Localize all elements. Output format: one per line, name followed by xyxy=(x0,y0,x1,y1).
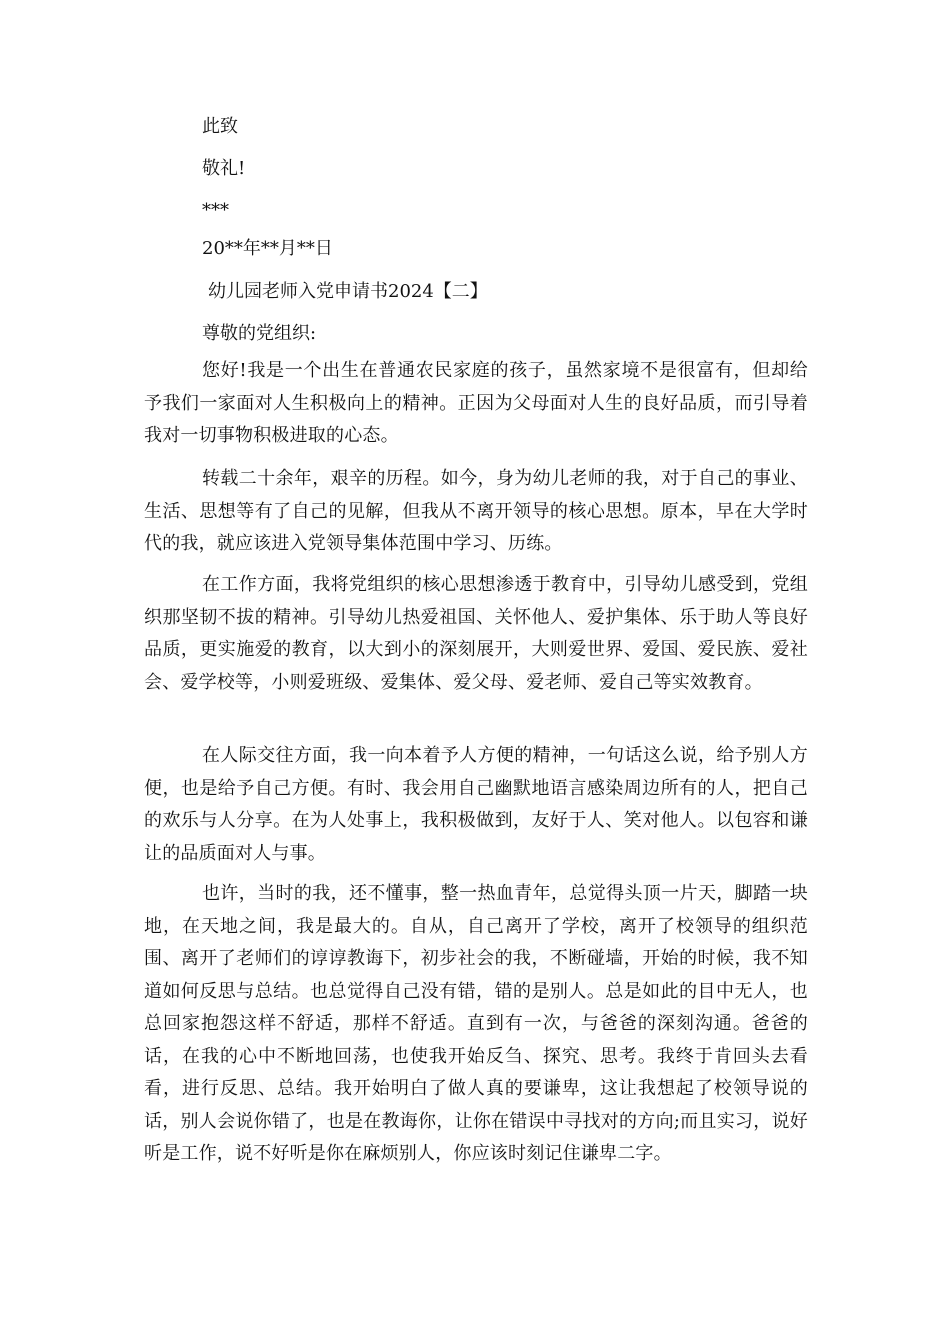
paragraph-1: 您好!我是一个出生在普通农民家庭的孩子，虽然家境不是很富有，但却给予我们一家面对人生积极向上的精神。正因为父母面对人生的良好品质，而引导着我对一切事物积极进取的心态。 xyxy=(144,360,808,446)
paragraph-5: 也许，当时的我，还不懂事，整一热血青年，总觉得头顶一片天，脚踏一块地，在天地之间，我是最大的。自从，自己离开了学校，离开了校领导的组织范围、离开了老师们的谆谆教诲下，初步社会的我，不断碰墙，开始的时候，我不知道如何反思与总结。也总觉得自己没有错，错的是别人。总是如此的目中无人，也总回家抱怨这样不舒适，那样不舒适。直到有一次，与爸爸的深刻沟通。爸爸的话，在我的心中不断地回荡，也使我开始反刍、探究、思考。我终于肯回头去看看，进行反思、总结。我开始明白了做人真的要谦卑，这让我想起了校领导说的话，别人会说你错了，也是在教诲你，让你在错误中寻找对的方向;而且实习，说好听是工作，说不好听是你在麻烦别人，你应该时刻记住谦卑二字。 xyxy=(144,883,808,1164)
closing-line-1: 此致 xyxy=(202,116,238,137)
salutation: 尊敬的党组织: xyxy=(202,323,317,344)
paragraph-3: 在工作方面，我将党组织的核心思想渗透于教育中，引导幼儿感受到，党组织那坚韧不拔的精神。引导幼儿热爱祖国、关怀他人、爱护集体、乐于助人等良好品质，更实施爱的教育，以大到小的深刻展开，大则爱世界、爱国、爱民族、爱社会、爱学校等，小则爱班级、爱集体、爱父母、爱老师、爱自己等实效教育。 xyxy=(144,574,808,693)
paragraph-2: 转载二十余年，艰辛的历程。如今，身为幼儿老师的我，对于自己的事业、生活、思想等有了自己的见解，但我从不离开领导的核心思想。原本，早在大学时代的我，就应该进入党领导集体范围中学习、历练。 xyxy=(144,468,808,554)
paragraph-4: 在人际交往方面，我一向本着予人方便的精神，一句话这么说，给予别人方便，也是给予自己方便。有时、我会用自己幽默地语言感染周边所有的人，把自己的欢乐与人分享。在为人处事上，我积极做到，友好于人、笑对他人。以包容和谦让的品质面对人与事。 xyxy=(144,745,808,864)
signature: *** xyxy=(202,200,229,221)
date: 20**年**月**日 xyxy=(202,238,333,259)
closing-line-2: 敬礼! xyxy=(202,158,246,179)
section-title: 幼儿园老师入党申请书2024【二】 xyxy=(208,281,488,302)
